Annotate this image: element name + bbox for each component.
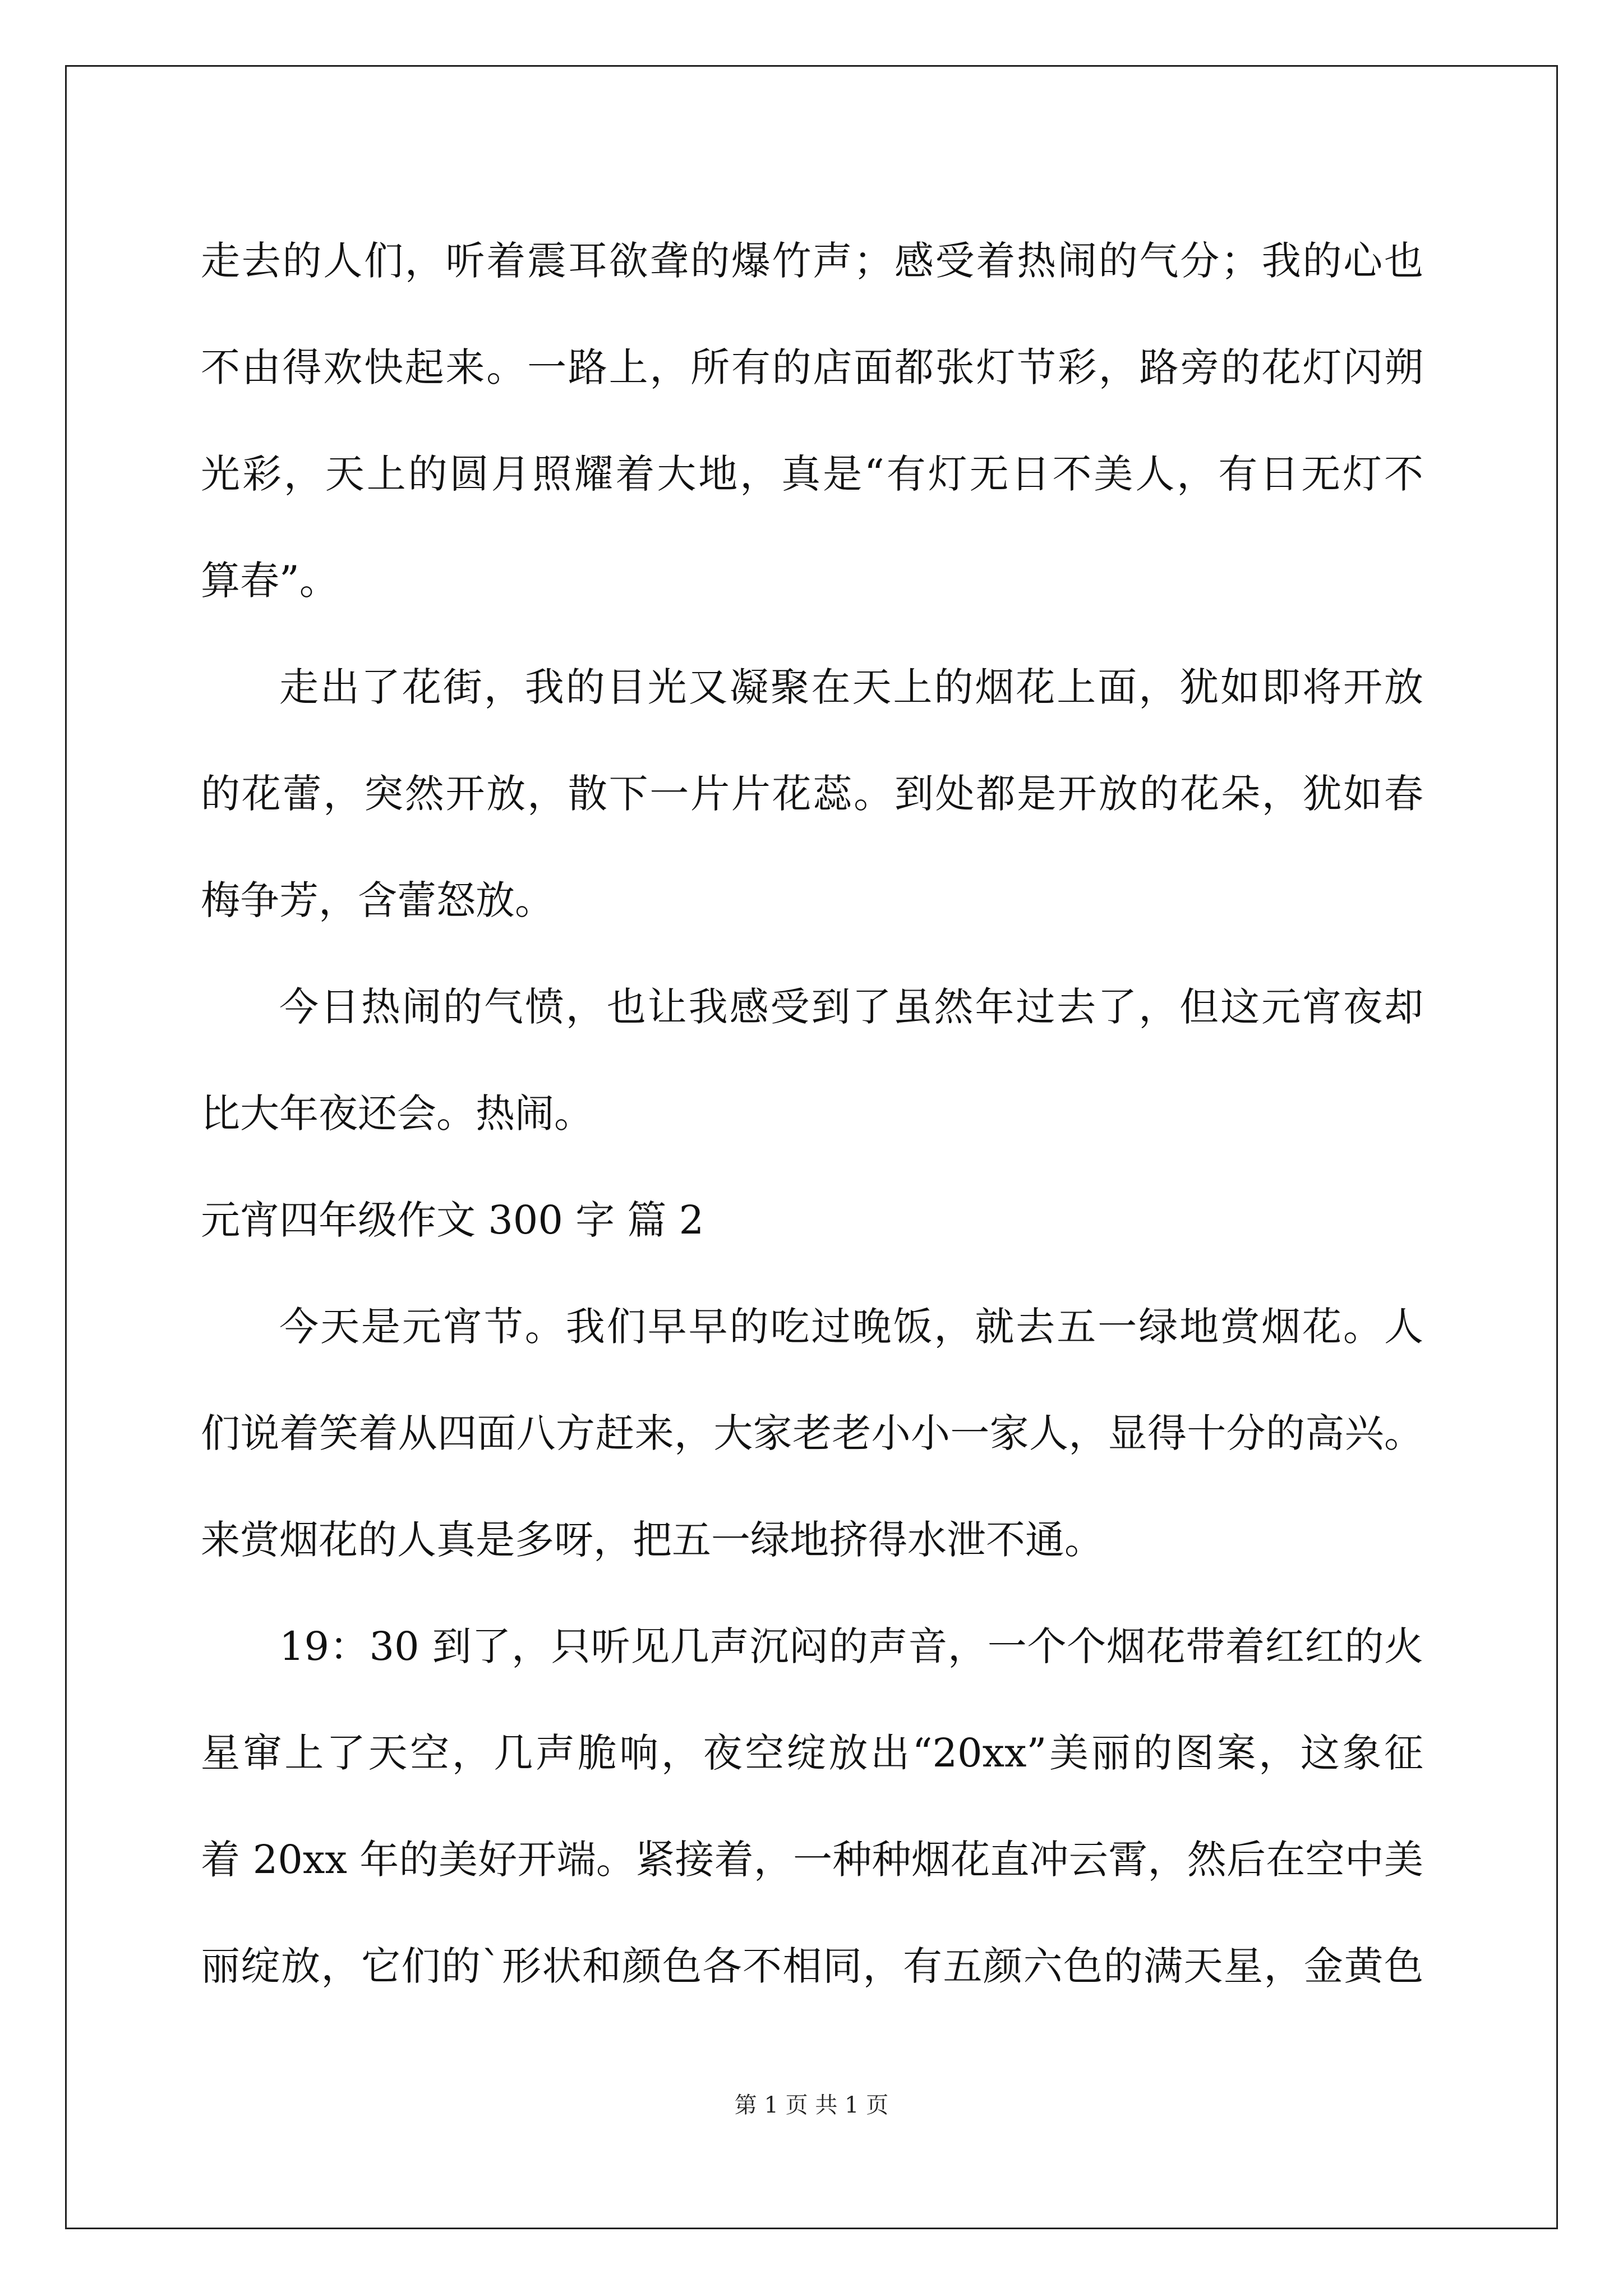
text-line-5: 走出了花街，我的目光又凝聚在天上的烟花上面，犹如即将开放 <box>279 664 1423 710</box>
text-line-1: 走去的人们，听着震耳欲聋的爆竹声；感受着热闹的气分；我的心也 <box>201 238 1423 284</box>
text-line-15: 星窜上了天空，几声脆响，夜空绽放出“20xx”美丽的图案，这象征 <box>201 1730 1423 1776</box>
text-line-8: 今日热闹的气愤，也让我感受到了虽然年过去了，但这元宵夜却 <box>279 984 1423 1030</box>
text-line-11: 今天是元宵节。我们早早的吃过晚饭，就去五一绿地赏烟花。人 <box>279 1304 1423 1350</box>
text-line-12: 们说着笑着从四面八方赶来，大家老老小小一家人，显得十分的高兴。 <box>201 1410 1423 1456</box>
text-line-16: 着 20xx 年的美好开端。紧接着，一种种烟花直冲云霄，然后在空中美 <box>201 1837 1423 1883</box>
text-line-3: 光彩，天上的圆月照耀着大地，真是“有灯无日不美人，有日无灯不 <box>201 451 1423 497</box>
text-line-6: 的花蕾，突然开放，散下一片片花蕊。到处都是开放的花朵，犹如春 <box>201 771 1423 817</box>
text-line-7: 梅争芳，含蕾怒放。 <box>201 877 554 923</box>
text-line-14: 19：30 到了，只听见几声沉闷的声音，一个个烟花带着红红的火 <box>279 1623 1423 1669</box>
document-body <box>201 208 1423 2019</box>
text-line-13: 来赏烟花的人真是多呀，把五一绿地挤得水泄不通。 <box>201 1517 1104 1563</box>
text-line-2: 不由得欢快起来。一路上，所有的店面都张灯节彩，路旁的花灯闪朔 <box>201 344 1423 390</box>
section-heading: 元宵四年级作文 300 字 篇 2 <box>201 1197 704 1243</box>
text-line-9: 比大年夜还会。热闹。 <box>201 1091 593 1137</box>
page-number-footer: 第 1 页 共 1 页 <box>734 2092 889 2118</box>
text-line-17: 丽绽放，它们的`形状和颜色各不相同，有五颜六色的满天星，金黄色 <box>201 1943 1423 1989</box>
text-line-4: 算春”。 <box>201 558 339 604</box>
